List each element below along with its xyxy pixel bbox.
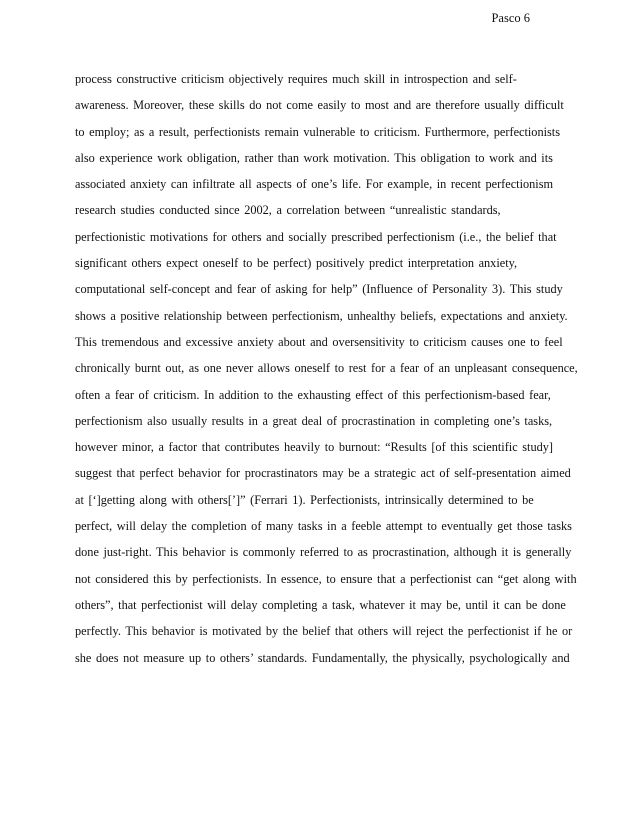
- text-line: significant others expect oneself to be perfect) positively predict interpretation anxiety,: [75, 256, 518, 271]
- text-line: others”, that perfectionist will delay completing a task, whatever it may be, until it can be done: [75, 597, 566, 612]
- text-line: she does not measure up to others’ standards. Fundamentally, the physically, psychologically and: [75, 650, 570, 665]
- body-paragraph: [75, 66, 578, 671]
- text-line: also experience work obligation, rather than work motivation. This obligation to work and its: [75, 150, 553, 165]
- text-line: suggest that perfect behavior for procrastinators may be a strategic act of self-presentation aimed: [75, 466, 571, 481]
- text-line: at [‘]getting along with others[’]” (Ferrari 1). Perfectionists, intrinsically determined to be: [75, 492, 534, 507]
- text-line: shows a positive relationship between perfectionism, unhealthy beliefs, expectations and anxiety.: [75, 308, 568, 323]
- text-line: perfect, will delay the completion of many tasks in a feeble attempt to eventually get those tasks: [75, 519, 572, 534]
- text-line: often a fear of criticism. In addition to the exhausting effect of this perfectionism-based fear,: [75, 387, 551, 402]
- text-line: however minor, a factor that contributes heavily to burnout: “Results [of this scientific study]: [75, 440, 553, 455]
- text-line: perfectionism also usually results in a great deal of procrastination in completing one’s tasks,: [75, 413, 553, 428]
- text-line: associated anxiety can infiltrate all aspects of one’s life. For example, in recent perfectionism: [75, 177, 554, 192]
- text-line: awareness. Moreover, these skills do not come easily to most and are therefore usually difficult: [75, 98, 564, 113]
- page-number-label: Pasco 6: [491, 11, 530, 25]
- text-line: This tremendous and excessive anxiety about and oversensitivity to criticism causes one to feel: [75, 334, 563, 349]
- page-header: [491, 10, 530, 26]
- text-line: perfectionistic motivations for others and socially prescribed perfectionism (i.e., the belief that: [75, 229, 557, 244]
- text-line: process constructive criticism objectively requires much skill in introspection and self-: [75, 72, 517, 86]
- text-line: perfectly. This behavior is motivated by the belief that others will reject the perfectionist if he or: [75, 624, 573, 639]
- text-line: computational self-concept and fear of asking for help” (Influence of Personality 3). This study: [75, 282, 563, 297]
- text-line: research studies conducted since 2002, a correlation between “unrealistic standards,: [75, 203, 501, 218]
- text-line: done just-right. This behavior is commonly referred to as procrastination, although it is generally: [75, 545, 572, 560]
- text-line: to employ; as a result, perfectionists remain vulnerable to criticism. Furthermore, perfectionists: [75, 124, 561, 139]
- text-line: not considered this by perfectionists. In essence, to ensure that a perfectionist can “get along with: [75, 571, 577, 586]
- text-line: chronically burnt out, as one never allows oneself to rest for a fear of an unpleasant consequence,: [75, 361, 578, 376]
